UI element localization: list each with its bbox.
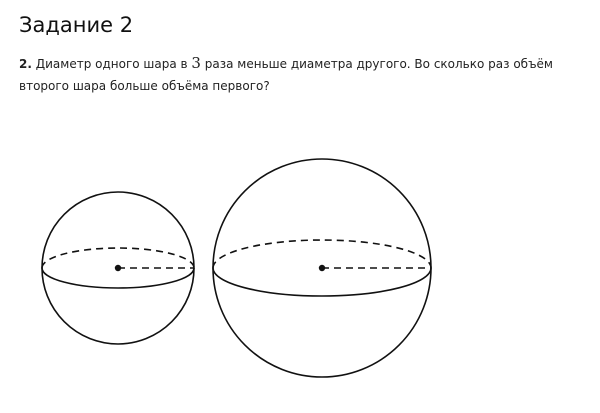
large-sphere-equator-back xyxy=(213,240,431,268)
small-sphere-center-dot xyxy=(115,265,121,271)
task-title: Задание 2 xyxy=(19,13,134,37)
problem-text-start: Диаметр одного шара в xyxy=(31,57,192,71)
problem-factor: 3 xyxy=(191,54,201,72)
large-sphere xyxy=(213,159,431,377)
small-sphere xyxy=(42,192,194,344)
problem-number: 2. xyxy=(19,57,32,71)
large-sphere-center-dot xyxy=(319,265,325,271)
large-sphere-equator-front xyxy=(213,268,431,296)
problem-text-end: раза меньше диаметра другого. Во сколько раз объём второго шара больше объёма первого? xyxy=(19,57,553,93)
